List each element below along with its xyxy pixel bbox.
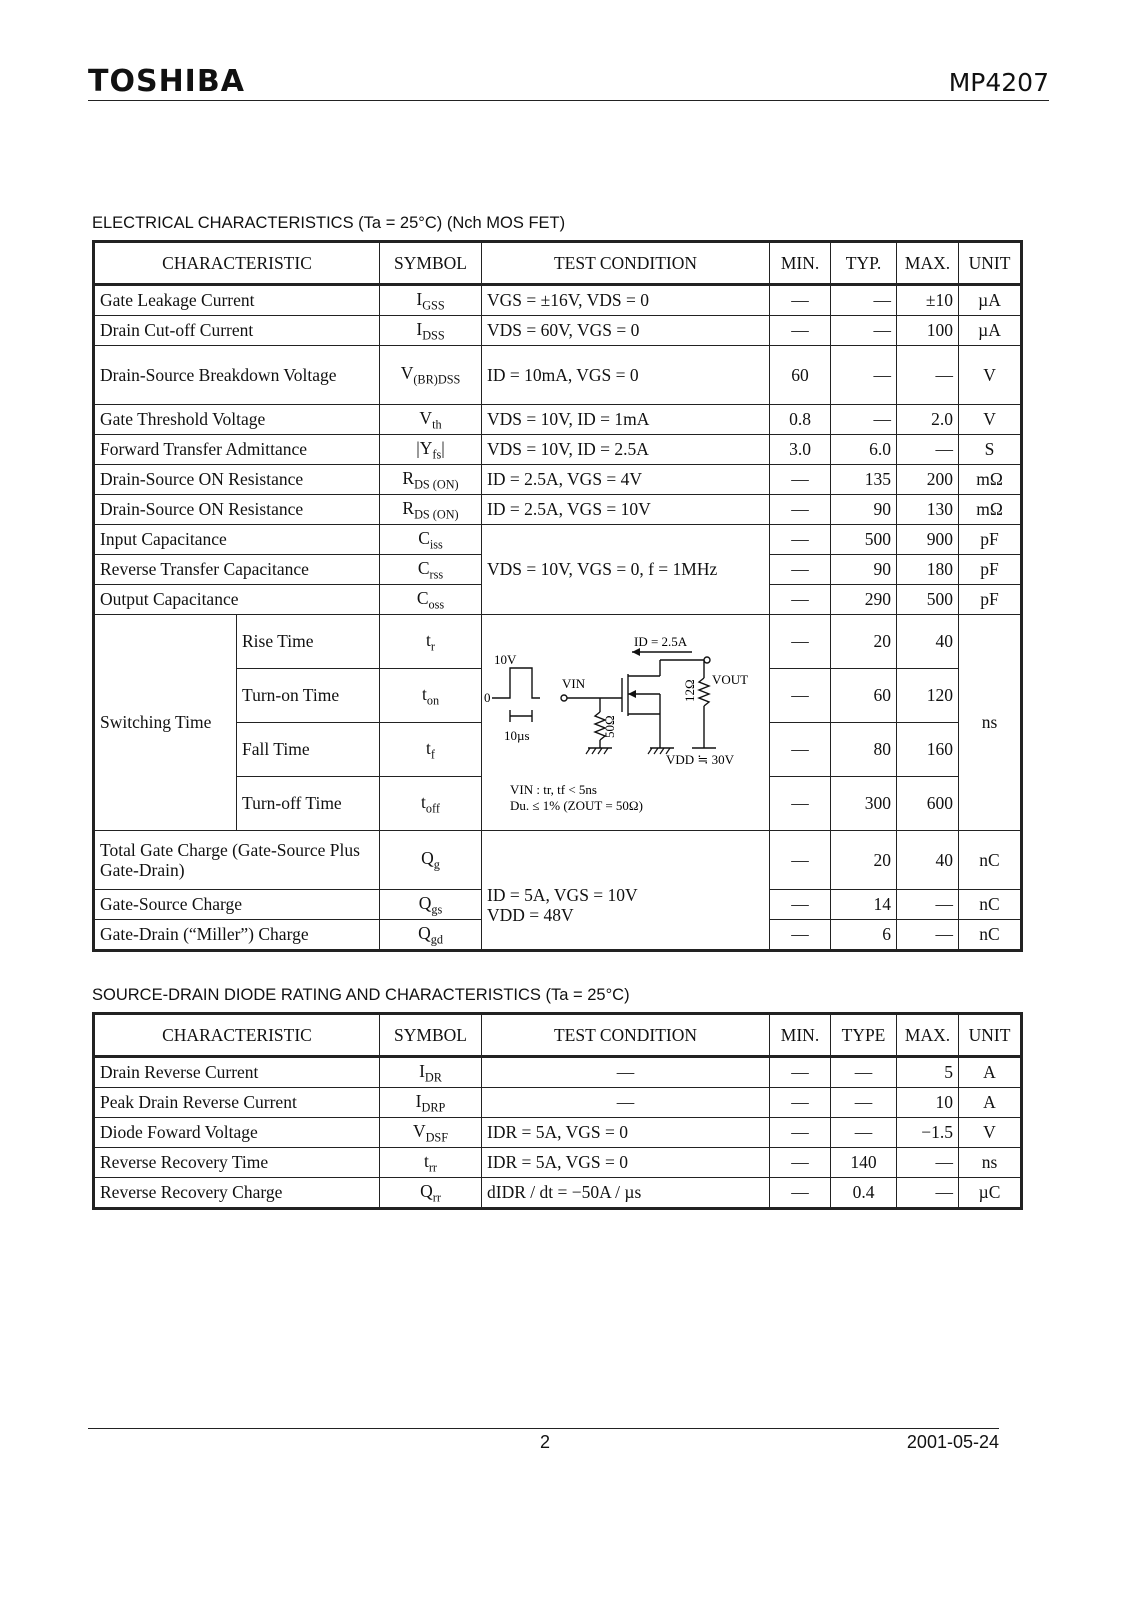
characteristic-cell: Drain-Source ON Resistance: [94, 495, 380, 525]
diode-characteristics-title: SOURCE-DRAIN DIODE RATING AND CHARACTERISTICS (Ta = 25°C): [92, 986, 630, 1004]
max-cell: —: [897, 890, 959, 920]
min-cell: —: [770, 831, 831, 890]
typ-cell: 90: [831, 555, 897, 585]
unit-cell: nC: [959, 831, 1022, 890]
test-condition-cell: —: [482, 1057, 770, 1088]
table-row: [94, 346, 1022, 405]
gate-resistor-label: 50Ω: [602, 714, 618, 738]
test-condition-line: VDD = 48V: [487, 905, 574, 925]
unit-cell: pF: [959, 525, 1022, 555]
max-cell: 200: [897, 465, 959, 495]
unit-cell: V: [959, 405, 1022, 435]
symbol-cell: [380, 585, 482, 615]
max-cell: 2.0: [897, 405, 959, 435]
symbol-main: t: [426, 629, 431, 650]
characteristic-cell: Diode Foward Voltage: [94, 1118, 380, 1148]
symbol-main: I: [416, 288, 423, 309]
electrical-characteristics-table: [92, 240, 1023, 952]
test-condition-cell: ID = 2.5A, VGS = 10V: [482, 495, 770, 525]
document-date: 2001-05-24: [906, 1432, 999, 1452]
symbol-subscript: gs: [431, 902, 443, 917]
max-cell: —: [897, 1178, 959, 1209]
switching-test-circuit: [482, 616, 768, 830]
symbol-main: C: [417, 557, 430, 578]
symbol-subscript: g: [433, 857, 440, 872]
symbol-cell: [380, 525, 482, 555]
typ-cell: 140: [831, 1148, 897, 1178]
typ-cell: 80: [831, 723, 897, 777]
characteristic-cell: Input Capacitance: [94, 525, 380, 555]
symbol-cell: [380, 495, 482, 525]
characteristic-cell: Gate Leakage Current: [94, 285, 380, 316]
min-cell: 60: [770, 346, 831, 405]
max-cell: 900: [897, 525, 959, 555]
min-cell: —: [770, 777, 831, 831]
symbol-cell: [380, 465, 482, 495]
header-symbol: SYMBOL: [380, 1014, 482, 1057]
min-cell: —: [770, 285, 831, 316]
symbol-main: Q: [420, 1180, 433, 1201]
characteristic-cell: Reverse Recovery Time: [94, 1148, 380, 1178]
pulse-width-label: 10µs: [504, 727, 530, 743]
min-cell: —: [770, 1178, 831, 1209]
table-row: [94, 831, 1022, 890]
max-cell: 5: [897, 1057, 959, 1088]
symbol-main: |Y: [416, 437, 433, 458]
typ-cell: —: [831, 1088, 897, 1118]
max-cell: 160: [897, 723, 959, 777]
unit-cell: pF: [959, 555, 1022, 585]
symbol-subscript: gd: [430, 932, 443, 947]
symbol-cell: [380, 1148, 482, 1178]
unit-cell: A: [959, 1057, 1022, 1088]
characteristic-cell: Peak Drain Reverse Current: [94, 1088, 380, 1118]
table-row: [94, 316, 1022, 346]
page-number: 2: [540, 1432, 551, 1452]
symbol-subscript: DS (ON): [414, 507, 459, 522]
table-row: [94, 285, 1022, 316]
symbol-cell: [380, 1057, 482, 1088]
min-cell: —: [770, 890, 831, 920]
typ-cell: 500: [831, 525, 897, 555]
header-unit: UNIT: [959, 1014, 1022, 1057]
test-condition-cell: —: [482, 1088, 770, 1118]
typ-cell: 60: [831, 669, 897, 723]
test-condition-cell: VDS = 10V, VGS = 0, f = 1MHz: [482, 525, 770, 615]
min-cell: —: [770, 920, 831, 951]
typ-cell: —: [831, 405, 897, 435]
characteristic-cell: Drain-Source Breakdown Voltage: [94, 346, 380, 405]
symbol-subscript: r: [430, 639, 435, 654]
symbol-subscript: DS (ON): [414, 477, 459, 492]
test-condition-cell: VDS = 60V, VGS = 0: [482, 316, 770, 346]
table-row: [94, 1057, 1022, 1088]
table-header-row: [94, 242, 1022, 285]
max-cell: −1.5: [897, 1118, 959, 1148]
header-unit: UNIT: [959, 242, 1022, 285]
table-row: [94, 1118, 1022, 1148]
table-row: [94, 435, 1022, 465]
min-cell: —: [770, 465, 831, 495]
max-cell: —: [897, 1148, 959, 1178]
symbol-main: I: [419, 1060, 425, 1081]
test-condition-cell: ID = 2.5A, VGS = 4V: [482, 465, 770, 495]
brand-logo: TOSHIBA: [88, 64, 245, 99]
symbol-subscript: (BR)DSS: [413, 372, 461, 387]
table-row: [94, 525, 1022, 555]
symbol-main: Q: [418, 922, 431, 943]
symbol-subscript: DR: [424, 1070, 442, 1085]
unit-cell: A: [959, 1088, 1022, 1118]
min-cell: —: [770, 723, 831, 777]
min-cell: —: [770, 585, 831, 615]
symbol-main: V: [419, 407, 433, 428]
symbol-subscript: oss: [428, 597, 445, 612]
symbol-main: Q: [421, 848, 434, 869]
unit-cell: µA: [959, 285, 1022, 316]
symbol-cell: [380, 920, 482, 951]
symbol-main: R: [402, 467, 415, 488]
max-cell: 600: [897, 777, 959, 831]
min-cell: —: [770, 495, 831, 525]
min-cell: —: [770, 1057, 831, 1088]
table-header-row: [94, 1014, 1022, 1057]
symbol-main: t: [421, 791, 426, 812]
symbol-subscript: DRP: [421, 1100, 446, 1115]
characteristic-cell: Gate Threshold Voltage: [94, 405, 380, 435]
unit-cell: pF: [959, 585, 1022, 615]
symbol-cell: [380, 890, 482, 920]
unit-cell: V: [959, 1118, 1022, 1148]
pulse-low-label: 0: [484, 689, 491, 705]
min-cell: —: [770, 615, 831, 669]
switching-parameter-cell: Turn-off Time: [237, 777, 380, 831]
test-condition-line: ID = 5A, VGS = 10V: [487, 884, 638, 905]
characteristic-cell: Gate-Source Charge: [94, 890, 380, 920]
min-cell: 3.0: [770, 435, 831, 465]
characteristic-cell: Output Capacitance: [94, 585, 380, 615]
max-cell: —: [897, 920, 959, 951]
typ-cell: —: [831, 285, 897, 316]
typ-cell: 14: [831, 890, 897, 920]
max-cell: ±10: [897, 285, 959, 316]
header-typ: TYP.: [831, 242, 897, 285]
max-cell: —: [897, 346, 959, 405]
symbol-subscript: iss: [429, 537, 443, 552]
symbol-main: V: [400, 363, 414, 384]
header-test-condition: TEST CONDITION: [482, 242, 770, 285]
test-condition-cell: ID = 10mA, VGS = 0: [482, 346, 770, 405]
symbol-cell: [380, 435, 482, 465]
characteristic-cell: Forward Transfer Admittance: [94, 435, 380, 465]
table-row: [94, 615, 1022, 669]
typ-cell: 6: [831, 920, 897, 951]
min-cell: —: [770, 1148, 831, 1178]
symbol-cell: [380, 346, 482, 405]
symbol-subscript: f: [430, 747, 435, 762]
test-condition-cell: [482, 831, 770, 951]
header-characteristic: CHARACTERISTIC: [94, 242, 380, 285]
symbol-main: V: [412, 1120, 426, 1141]
min-cell: —: [770, 555, 831, 585]
max-cell: 10: [897, 1088, 959, 1118]
symbol-main: t: [421, 683, 427, 704]
drain-current-label: ID = 2.5A: [634, 633, 688, 649]
vin-label: VIN: [562, 675, 586, 691]
typ-cell: 20: [831, 831, 897, 890]
typ-cell: 6.0: [831, 435, 897, 465]
unit-cell: mΩ: [959, 465, 1022, 495]
symbol-main: t: [426, 737, 431, 758]
characteristic-cell: Total Gate Charge (Gate-Source Plus Gate-Drain): [94, 831, 380, 890]
symbol-cell: [380, 405, 482, 435]
symbol-subscript: rr: [432, 1190, 441, 1205]
circuit-note-1: VIN : tr, tf < 5ns: [510, 781, 597, 797]
min-cell: 0.8: [770, 405, 831, 435]
diode-characteristics-table: [92, 1012, 1023, 1210]
typ-cell: 300: [831, 777, 897, 831]
table-row: [94, 1178, 1022, 1209]
min-cell: —: [770, 669, 831, 723]
footer-rule: [88, 1428, 999, 1429]
symbol-cell: [380, 615, 482, 669]
pulse-high-label: 10V: [494, 651, 517, 667]
symbol-cell: [380, 1088, 482, 1118]
symbol-subscript: DSS: [422, 328, 445, 343]
characteristic-cell: Reverse Transfer Capacitance: [94, 555, 380, 585]
switching-parameter-cell: Rise Time: [237, 615, 380, 669]
header-min: MIN.: [770, 1014, 831, 1057]
test-condition-cell: VDS = 10V, ID = 1mA: [482, 405, 770, 435]
symbol-main: C: [416, 587, 429, 608]
max-cell: 40: [897, 831, 959, 890]
typ-cell: —: [831, 346, 897, 405]
symbol-cell: [380, 1178, 482, 1209]
characteristic-cell: Drain Reverse Current: [94, 1057, 380, 1088]
characteristic-cell: Gate-Drain (“Miller”) Charge: [94, 920, 380, 951]
unit-cell: µC: [959, 1178, 1022, 1209]
test-condition-cell: IDR = 5A, VGS = 0: [482, 1148, 770, 1178]
min-cell: —: [770, 1118, 831, 1148]
table-row: [94, 495, 1022, 525]
symbol-main: I: [416, 318, 423, 339]
symbol-subscript: th: [432, 417, 442, 432]
symbol-main: Q: [418, 892, 432, 913]
header-max: MAX.: [897, 242, 959, 285]
header-min: MIN.: [770, 242, 831, 285]
header-typ: TYPE: [831, 1014, 897, 1057]
max-cell: 100: [897, 316, 959, 346]
header-test-condition: TEST CONDITION: [482, 1014, 770, 1057]
min-cell: —: [770, 316, 831, 346]
symbol-main: t: [423, 1150, 429, 1171]
electrical-characteristics-title: ELECTRICAL CHARACTERISTICS (Ta = 25°C) (Nch MOS FET): [92, 214, 566, 232]
symbol-main: R: [402, 497, 415, 518]
symbol-subscript: fs: [432, 447, 442, 462]
typ-cell: 135: [831, 465, 897, 495]
symbol-cell: [380, 555, 482, 585]
switching-parameter-cell: Turn-on Time: [237, 669, 380, 723]
symbol-cell: [380, 669, 482, 723]
symbol-main: C: [418, 527, 430, 548]
symbol-subscript: GSS: [422, 298, 445, 313]
symbol-cell: [380, 316, 482, 346]
typ-cell: 90: [831, 495, 897, 525]
vdd-label: VDD ≒ 30V: [666, 751, 734, 767]
switching-circuit-cell: [482, 615, 770, 831]
max-cell: 130: [897, 495, 959, 525]
unit-cell: µA: [959, 316, 1022, 346]
unit-cell: ns: [959, 615, 1022, 831]
header-rule: [88, 100, 1049, 101]
symbol-cell: [380, 777, 482, 831]
test-condition-cell: IDR = 5A, VGS = 0: [482, 1118, 770, 1148]
part-number: MP4207: [948, 68, 1049, 97]
switching-time-label: Switching Time: [94, 615, 237, 831]
typ-cell: 0.4: [831, 1178, 897, 1209]
table-row: [94, 465, 1022, 495]
characteristic-cell: Drain Cut-off Current: [94, 316, 380, 346]
max-cell: 180: [897, 555, 959, 585]
typ-cell: 290: [831, 585, 897, 615]
symbol-cell: [380, 285, 482, 316]
max-cell: 500: [897, 585, 959, 615]
max-cell: 120: [897, 669, 959, 723]
symbol-main: I: [415, 1090, 422, 1111]
header-characteristic: CHARACTERISTIC: [94, 1014, 380, 1057]
header-symbol: SYMBOL: [380, 242, 482, 285]
symbol-subscript: DSF: [425, 1130, 449, 1145]
symbol-subscript: rr: [428, 1160, 438, 1175]
load-resistor-label: 12Ω: [682, 678, 698, 702]
symbol-after: |: [441, 437, 445, 458]
unit-cell: nC: [959, 920, 1022, 951]
symbol-subscript: off: [425, 801, 440, 816]
max-cell: —: [897, 435, 959, 465]
symbol-cell: [380, 723, 482, 777]
unit-cell: S: [959, 435, 1022, 465]
switching-parameter-cell: Fall Time: [237, 723, 380, 777]
symbol-cell: [380, 1118, 482, 1148]
unit-cell: mΩ: [959, 495, 1022, 525]
table-row: [94, 1088, 1022, 1118]
test-condition-cell: dIDR / dt = −50A / µs: [482, 1178, 770, 1209]
symbol-subscript: rss: [429, 567, 444, 582]
min-cell: —: [770, 1088, 831, 1118]
typ-cell: —: [831, 1057, 897, 1088]
test-condition-cell: VDS = 10V, ID = 2.5A: [482, 435, 770, 465]
max-cell: 40: [897, 615, 959, 669]
symbol-cell: [380, 831, 482, 890]
test-condition-cell: VGS = ±16V, VDS = 0: [482, 285, 770, 316]
header-max: MAX.: [897, 1014, 959, 1057]
min-cell: —: [770, 525, 831, 555]
unit-cell: V: [959, 346, 1022, 405]
characteristic-cell: Drain-Source ON Resistance: [94, 465, 380, 495]
unit-cell: nC: [959, 890, 1022, 920]
unit-cell: ns: [959, 1148, 1022, 1178]
vout-label: VOUT: [712, 671, 749, 687]
table-row: [94, 1148, 1022, 1178]
table-row: [94, 405, 1022, 435]
characteristic-cell: Reverse Recovery Charge: [94, 1178, 380, 1209]
typ-cell: —: [831, 316, 897, 346]
typ-cell: —: [831, 1118, 897, 1148]
typ-cell: 20: [831, 615, 897, 669]
circuit-note-2: Du. ≤ 1% (ZOUT = 50Ω): [510, 797, 643, 813]
symbol-subscript: on: [426, 693, 440, 708]
